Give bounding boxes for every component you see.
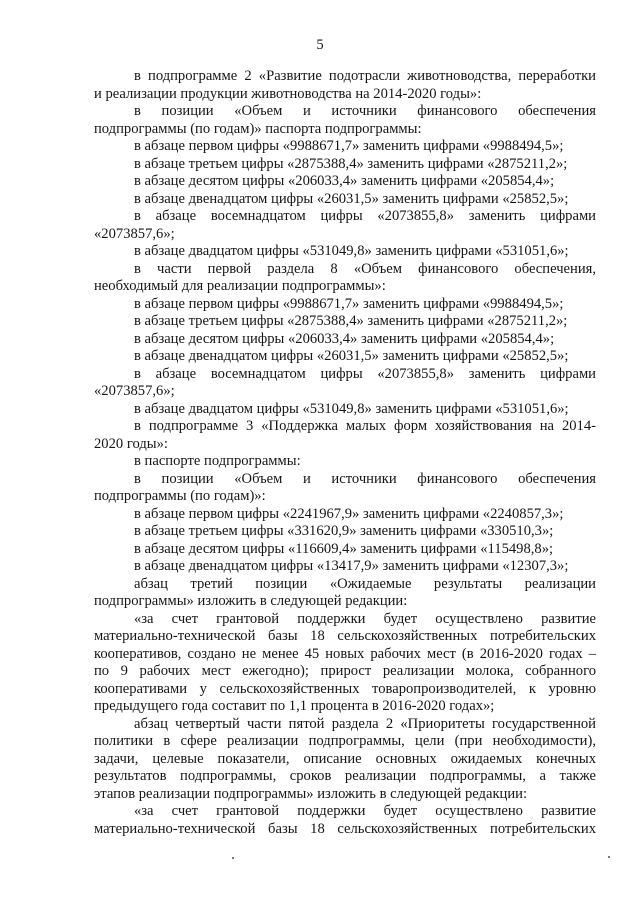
text-line: 2020 годы»:	[94, 435, 168, 452]
text-line: в позиции «Объем и источники финансового обеспечения	[134, 103, 596, 119]
text-line: подпрограммы (по годам)»:	[94, 488, 266, 504]
text-line: и реализации продукции животноводства на 2014-2020 годы»:	[94, 85, 482, 102]
text-line: кооперативов, создано не менее 45 новых рабочих мест (в 2016-2020 годах –	[94, 645, 596, 662]
text-line: этапов реализации подпрограммы» изложить в следующей редакции:	[94, 785, 528, 802]
text-line: в подпрограмме 3 «Поддержка малых форм хозяйствования на 2014-	[134, 418, 596, 434]
text-line: «2073857,6»;	[94, 225, 175, 242]
text-line: абзац третий позиции «Ожидаемые результаты реализации	[134, 575, 596, 592]
text-line: подпрограммы (по годам)» паспорта подпрограммы:	[94, 120, 422, 137]
text-line: в абзаце восемнадцатом цифры «2073855,8» заменить цифрами	[134, 365, 596, 382]
text-line: в абзаце третьем цифры «331620,9» заменить цифрами «330510,3»;	[134, 523, 554, 539]
text-line: результатов подпрограммы, сроков реализации подпрограммы, а также	[94, 768, 596, 784]
text-line: в абзаце десятом цифры «206033,4» заменить цифрами «205854,4»;	[134, 173, 555, 189]
text-line: в абзаце двадцатом цифры «531049,8» заменить цифрами «531051,6»;	[134, 400, 569, 417]
text-line: необходимый для реализации подпрограммы»:	[94, 278, 386, 294]
text-line: в абзаце десятом цифры «116609,4» заменить цифрами «115498,8»;	[134, 540, 554, 557]
text-line: в паспорте подпрограммы:	[134, 453, 301, 469]
text-line: в абзаце первом цифры «9988671,7» заменить цифрами «9988494,5»;	[134, 138, 564, 154]
scan-speck	[608, 856, 610, 858]
text-line: в подпрограмме 2 «Развитие подотрасли животноводства, переработки	[134, 68, 596, 84]
page-number: 5	[316, 37, 324, 53]
text-line: в абзаце двенадцатом цифры «26031,5» заменить цифрами «25852,5»;	[134, 190, 569, 207]
text-line: кооперативами у сельскохозяйственных товаропроизводителей, к уровню	[94, 680, 596, 697]
text-line: предыдущего года составит по 1,1 процента в 2016-2020 годах»;	[94, 698, 495, 714]
text-line: материально-технической базы 18 сельскохозяйственных потребительских	[94, 820, 596, 837]
scan-speck	[232, 857, 234, 859]
text-line: в абзаце первом цифры «2241967,9» заменить цифрами «2240857,3»;	[134, 505, 564, 522]
text-line: в абзаце десятом цифры «206033,4» заменить цифрами «205854,4»;	[134, 330, 555, 347]
text-line: в абзаце двенадцатом цифры «26031,5» заменить цифрами «25852,5»;	[134, 348, 569, 364]
text-line: в абзаце третьем цифры «2875388,4» заменить цифрами «2875211,2»;	[134, 313, 568, 329]
text-line: в части первой раздела 8 «Объем финансового обеспечения,	[134, 260, 596, 277]
text-line: «за счет грантовой поддержки будет осуществлено развитие	[134, 610, 596, 627]
text-line: «за счет грантовой поддержки будет осуществлено развитие	[134, 803, 596, 819]
text-line: по 9 рабочих мест ежегодно); прирост реализации молока, собранного	[94, 663, 596, 679]
text-line: в абзаце восемнадцатом цифры «2073855,8» заменить цифрами	[134, 208, 596, 224]
text-line: «2073857,6»;	[94, 383, 175, 399]
text-line: подпрограммы» изложить в следующей редакции:	[94, 593, 408, 609]
text-line: политики в сфере реализации подпрограммы, цели (при необходимости),	[94, 733, 596, 749]
document-body	[94, 68, 596, 838]
text-line: абзац четвертый части пятой раздела 2 «Приоритеты государственной	[134, 715, 596, 732]
text-line: в абзаце двенадцатом цифры «13417,9» заменить цифрами «12307,3»;	[134, 558, 569, 574]
text-line: в абзаце двадцатом цифры «531049,8» заменить цифрами «531051,6»;	[134, 243, 569, 259]
text-line: в позиции «Объем и источники финансового обеспечения	[134, 470, 596, 487]
text-line: в абзаце первом цифры «9988671,7» заменить цифрами «9988494,5»;	[134, 295, 564, 312]
text-line: материально-технической базы 18 сельскохозяйственных потребительских	[94, 628, 596, 644]
text-line: в абзаце третьем цифры «2875388,4» заменить цифрами «2875211,2»;	[134, 155, 568, 172]
text-line: задачи, целевые показатели, описание основных ожидаемых конечных	[94, 750, 596, 767]
